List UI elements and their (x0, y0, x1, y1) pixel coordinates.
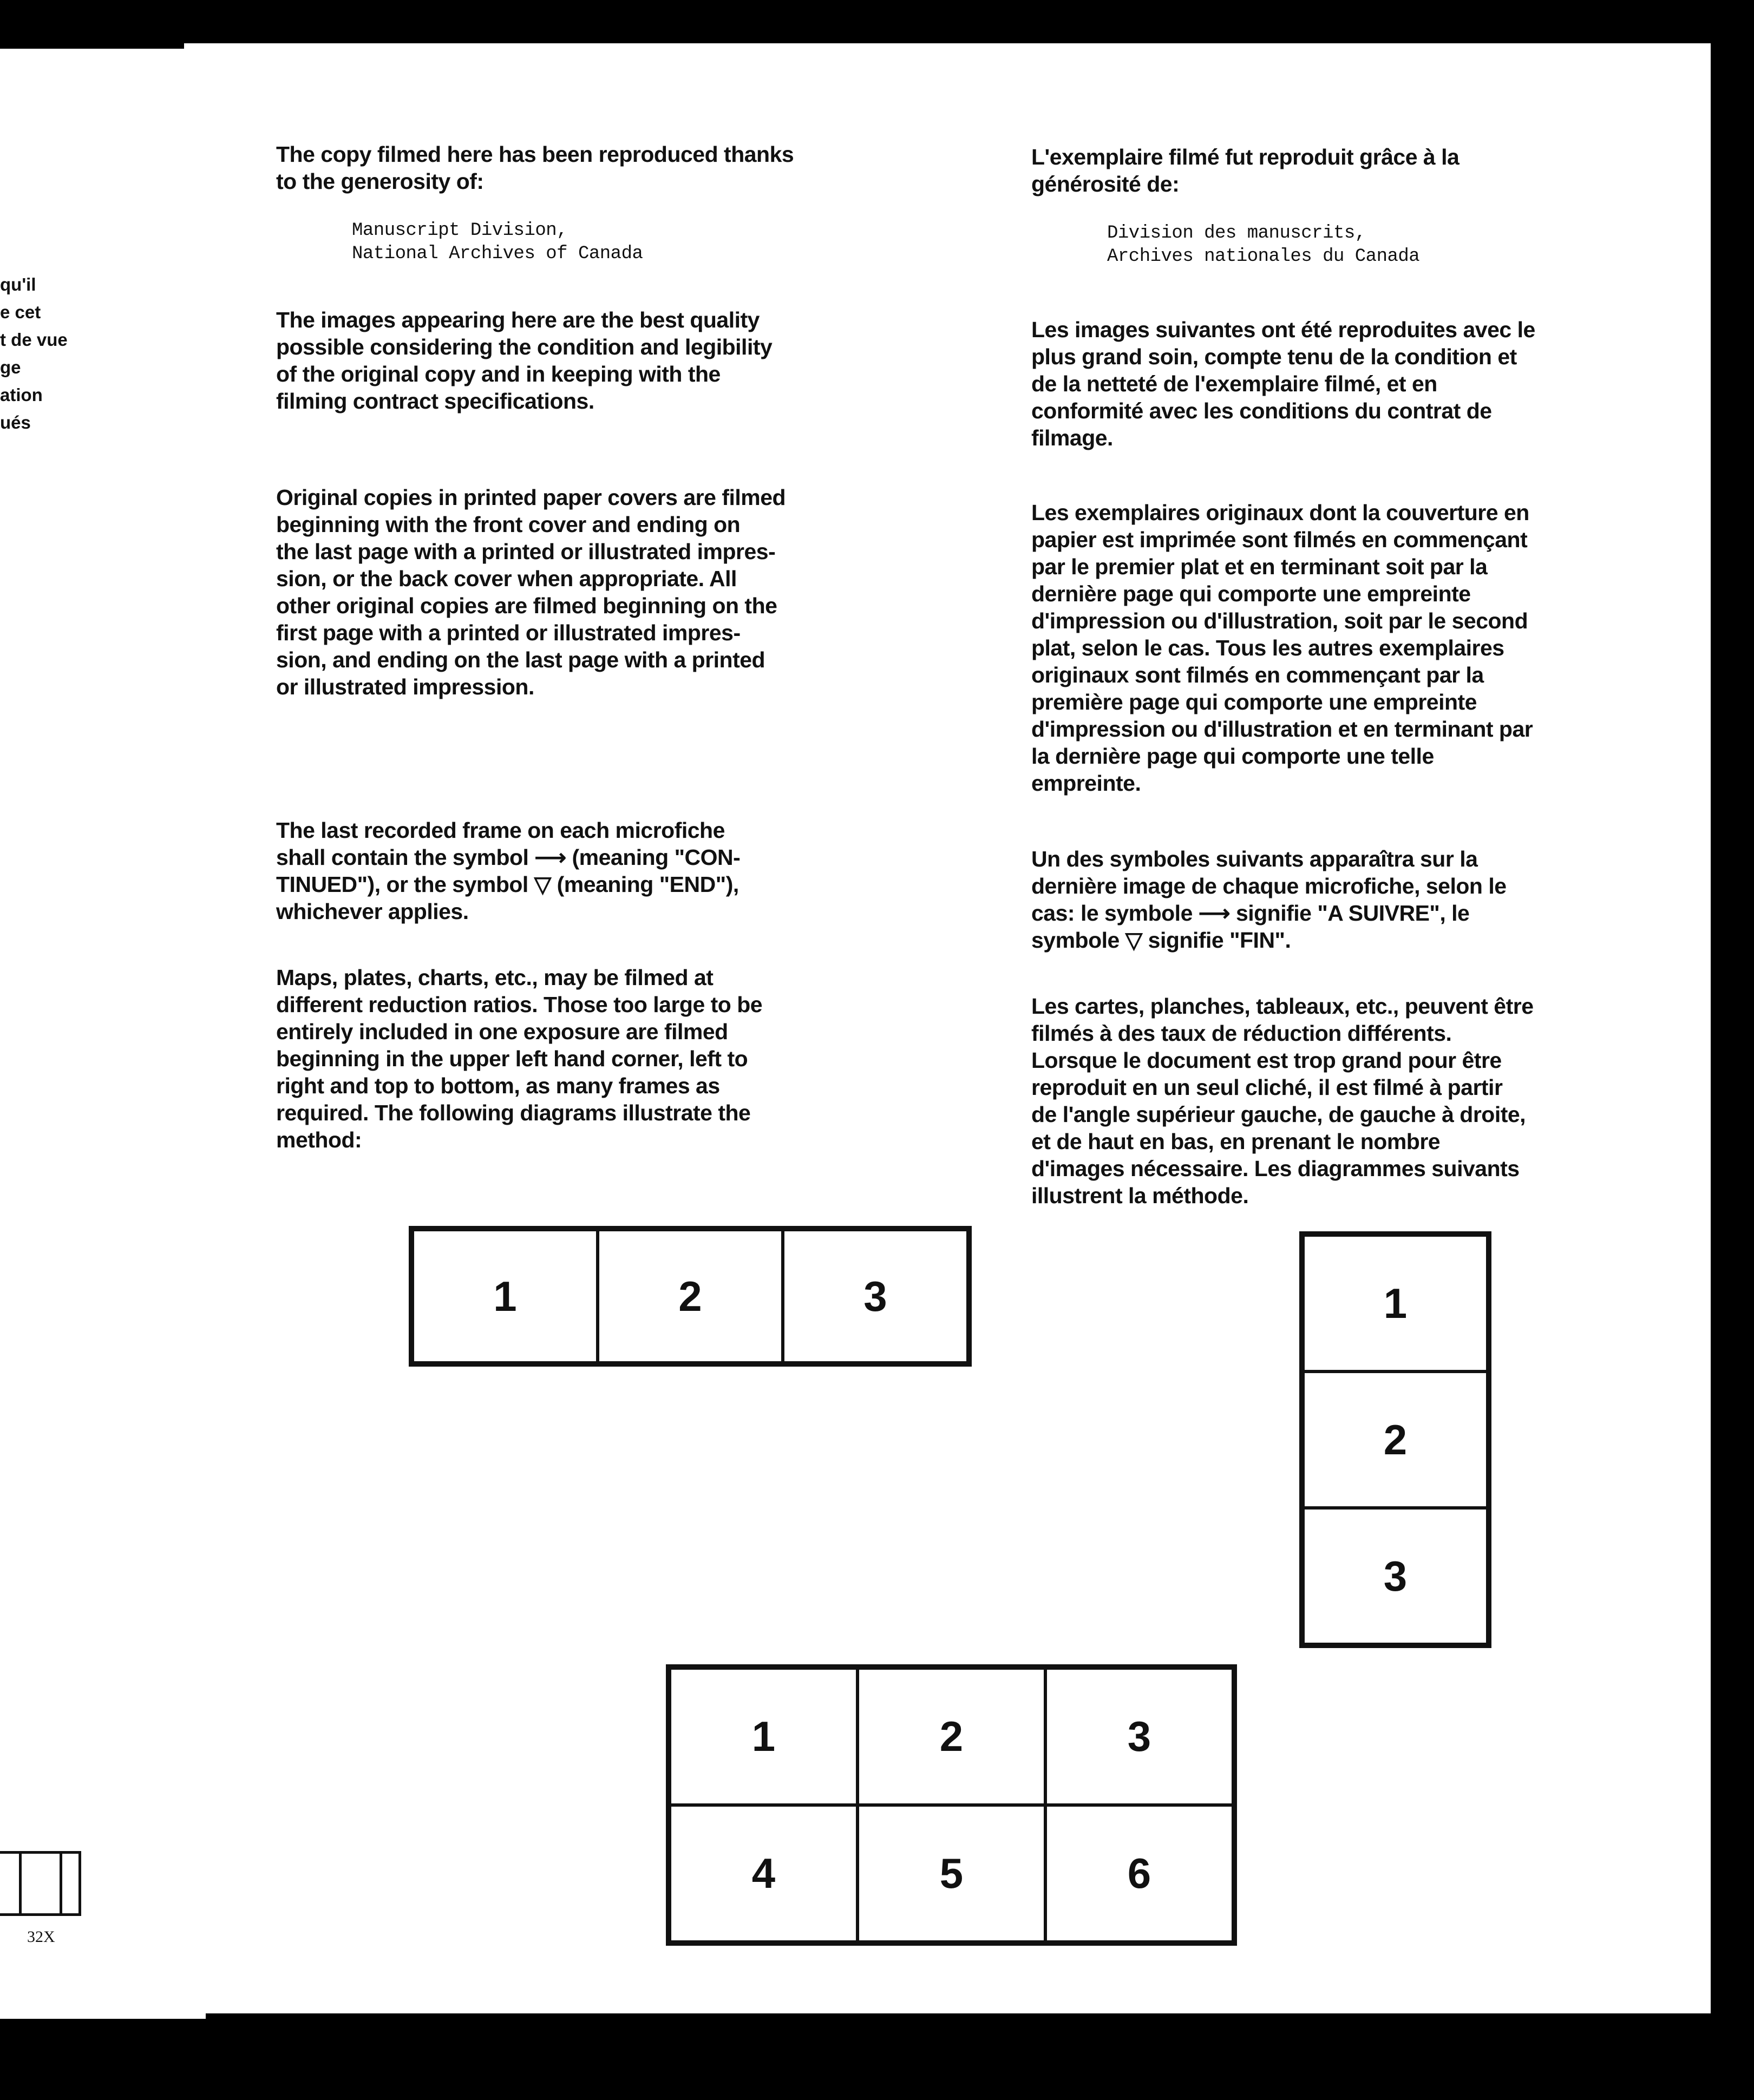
diagram-cell: 1 (413, 1230, 598, 1363)
maps-paragraph-en: Maps, plates, charts, etc., may be filmed at different reduction ratios. Those too large to be entirely included in one exposure are filmed beginning in the upper left hand corner, left to right and top to bottom, as many frames as required. The following diagrams illustrate the method: (276, 965, 763, 1152)
diagram-cell: 1 (1303, 1235, 1488, 1371)
diagram-horizontal (409, 1226, 972, 1367)
covers-paragraph-en: Original copies in printed paper covers are filmed beginning with the front cover and ending on the last page with a printed or illustrated impres- sion, or the back cover when appropriate. All other original copies are filmed beginning on the first page with a printed or illustrated impres- sion, and ending on the last page with a printed or illustrated impression. (276, 485, 786, 699)
previous-page-line: ués (0, 412, 31, 432)
previous-page-line: e cet (0, 302, 41, 322)
previous-page-diagram (0, 1851, 81, 1916)
diagram-grid-six (666, 1664, 1237, 1946)
diagram-cell: 2 (1303, 1371, 1488, 1508)
english-column (276, 141, 1088, 1153)
diagram-cell: 3 (1045, 1668, 1233, 1805)
previous-page-diagram-cell (19, 1854, 62, 1913)
credit-intro-en: The copy filmed here has been reproduced thanks to the generosity of: (276, 142, 794, 194)
quality-paragraph-fr: Les images suivantes ont été reproduites avec le plus grand soin, compte tenu de la condition et de la netteté de l'exemplaire filmé, et en conformité avec les conditions du contrat de filmage. (1031, 317, 1535, 450)
diagram-cell: 6 (1045, 1805, 1233, 1942)
french-column (1031, 143, 1754, 1209)
symbols-paragraph-en: The last recorded frame on each microfiche shall contain the symbol ⟶ (meaning "CON- TINUED"), or the symbol ▽ (meaning "END"), whichever applies. (276, 818, 741, 924)
credit-address-fr: Division des manuscrits, Archives nationales du Canada (1107, 223, 1420, 267)
diagram-cell: 2 (598, 1230, 783, 1363)
diagram-cell: 3 (783, 1230, 968, 1363)
diagram-vertical (1299, 1231, 1491, 1648)
quality-paragraph-en: The images appearing here are the best quality possible considering the condition and legibility of the original copy and in keeping with the filming contract specifications. (276, 307, 773, 414)
covers-paragraph-fr: Les exemplaires originaux dont la couverture en papier est imprimée sont filmés en commençant par le premier plat et en terminant soit par la dernière page qui comporte une empreinte d'impression ou d'illustration, soit par le second plat, selon le cas. Tous les autres exemplaires originaux sont filmés en commençant par la première page qui comporte une empreinte d'impression ou d'illustration et en terminant par la dernière page qui comporte une telle empreinte. (1031, 500, 1533, 796)
previous-page-line: t de vue (0, 330, 68, 350)
diagram-cell: 2 (858, 1668, 1045, 1805)
document-page (184, 43, 1711, 2013)
reduction-caption: 32X (27, 1928, 55, 1946)
credit-address-en: Manuscript Division, National Archives of Canada (352, 220, 643, 264)
previous-page-fragment (0, 49, 206, 2019)
maps-paragraph-fr: Les cartes, planches, tableaux, etc., peuvent être filmés à des taux de réduction différents. Lorsque le document est trop grand pour être reproduit en un seul cliché, il est filmé à partir de l'angle supérieur gauche, de gauche à droite, et de haut en bas, en prenant le nombre d'images nécessaire. Les diagrammes suivants illustrent la méthode. (1031, 994, 1534, 1208)
diagram-cell: 3 (1303, 1508, 1488, 1644)
previous-page-line: ation (0, 385, 43, 405)
previous-page-line: qu'il (0, 274, 36, 294)
symbols-paragraph-fr: Un des symboles suivants apparaîtra sur la dernière image de chaque microfiche, selon le cas: le symbole ⟶ signifie "A SUIVRE", le symbole ▽ signifie "FIN". (1031, 846, 1507, 953)
diagram-cell: 5 (858, 1805, 1045, 1942)
credit-intro-fr: L'exemplaire filmé fut reproduit grâce à la générosité de: (1031, 145, 1460, 196)
diagram-cell: 4 (670, 1805, 858, 1942)
previous-page-text (0, 271, 68, 436)
diagram-cell: 1 (670, 1668, 858, 1805)
previous-page-line: ge (0, 357, 21, 377)
